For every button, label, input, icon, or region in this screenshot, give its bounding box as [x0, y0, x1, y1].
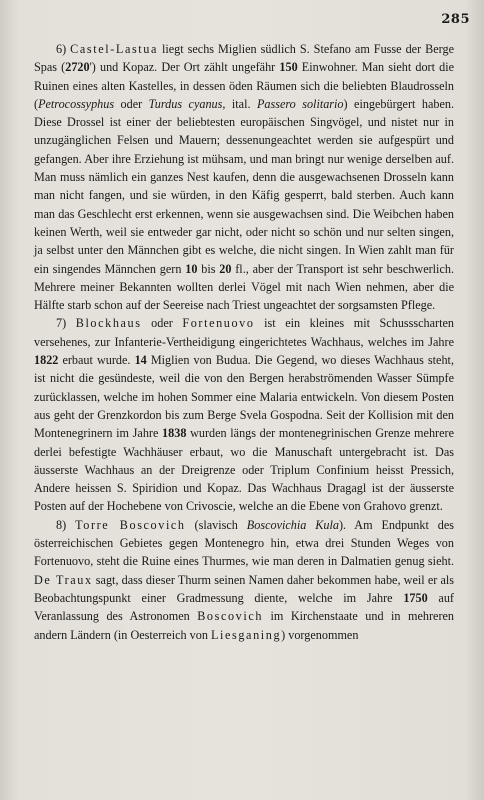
text-run: 1838 — [162, 426, 187, 441]
text-run: 14 — [134, 353, 147, 368]
text-run: ) eingebürgert haben. Diese Drossel ist einer der beliebtesten europäischen Singvögel, und nistet nur in unzugänglichen Felsen und Mauern; dessenungeachtet werden sie aufgespürt und gefangen. Aber ihre Erziehung ist mühsam, und man bringt nur wenige derselben auf. Man muss nämlich ein ganzes Nest kaufen, denn die ausgewachsenen Drosseln kann man nicht fangen, und sie würden, in den Käfig gesperrt, bald sterben. Auch kann man das Geschlecht erst erkennen, wenn sie ausgewachsen sind. Die Weibchen haben keinen Werth, weil sie entweder gar nicht, oder nicht so schön und nur selten singen, ja selbst unter den Männchen gibt es welche, die nicht singen. In Wien zahlt man für ein singendes Männchen gern — [34, 96, 454, 276]
text-run: Turdus cyanus, — [148, 96, 226, 111]
paragraph-heading: Castel-Lastua — [70, 42, 158, 56]
text-run: ) vorgenommen — [281, 627, 359, 642]
text-run: oder — [114, 96, 149, 111]
paragraph-text — [34, 518, 454, 642]
text-run: 1822 — [34, 353, 59, 368]
text-run: 10 — [185, 261, 198, 276]
text-run: 2720 — [65, 60, 90, 75]
text-run: fl., aber der Transport ist sehr beschwerlich. Mehrere meiner Bekannten wollten derlei Vögel mit nach Wien nehmen, aber die Hälfte starb schon auf der Seereise nach Triest ungeachtet der sorgsamsten Pflege. — [34, 261, 454, 313]
text-run: Petrocossyphus — [38, 96, 115, 111]
paragraph-blockhaus — [34, 314, 454, 515]
text-run: liegt sechs Miglien südlich S. Stefano am Fusse der Berge Spas ( — [34, 42, 455, 75]
text-run: ist ein kleines mit Schussscharten versehenes, zur Infanterie-Vertheidigung eingerichtetes Wachhaus, welches im Jahre — [34, 316, 454, 349]
text-run: Boscovichia Kula — [246, 517, 339, 532]
paragraph-number: 7) — [56, 316, 67, 331]
text-run: Fortenuovo — [182, 316, 255, 331]
paragraph-number: 8) — [56, 517, 67, 532]
paragraph-text — [34, 42, 454, 312]
page-number: 285 — [441, 12, 470, 27]
text-run: 1750 — [403, 590, 428, 605]
text-run: (slavisch — [185, 517, 247, 532]
text-run: wurden längs der montenegrinischen Grenze mehrere derlei befestigte Wachhäuser erbaut, wo die Manuschaft untergebracht ist. Das äusserste Wachhaus an der Dreigrenze oder Triplum Confinium heisst Pressich, Andere heissen S. Spiridion und Kopaz. Das Wachhaus Dragagl ist der äusserste Posten auf der Hochebene von Crivoscie, welche an die Ebene von Grahovo grenzt. — [34, 426, 454, 514]
paragraph-text — [34, 316, 454, 513]
text-run: ital. — [225, 96, 257, 111]
paragraph-heading: Torre Boscovich — [75, 517, 186, 532]
text-run: im Kirchenstaate und in mehreren andern Ländern (in Oesterreich von — [34, 609, 455, 642]
paragraph-heading: Blockhaus — [75, 316, 142, 331]
text-run: Einwohner. Man sieht dort die Ruinen eines alten Kastelles, in dessen öden Räumen sich die beliebten Blaudrosseln ( — [34, 60, 455, 111]
text-run: bis — [197, 261, 220, 276]
text-run: sagt, dass dieser Thurm seinen Namen daher bekommen habe, weil er als Beobachtungspunkt einer Gradmessung diente, welche im Jahre — [34, 572, 454, 605]
body-text — [34, 40, 454, 644]
paragraph-torre-boscovich — [34, 516, 454, 644]
paragraph-castel-lastua — [34, 40, 454, 314]
text-run: Miglien von Budua. Die Gegend, wo dieses Wachhaus steht, ist nicht die gesündeste, weil die von den Bergen herabströmenden Wasser Sümpfe zurücklassen, welche im hohen Sommer eine Malaria entwickeln. Von diesem Posten aus geht der Grenzkordon bis zum Berge Svela Gospodna. Seit der Kollision mit den Montenegrinern im Jahre — [34, 353, 454, 441]
text-run: oder — [141, 316, 183, 331]
text-run: erbaut wurde. — [58, 353, 135, 368]
text-run: Boscovich — [197, 609, 264, 624]
text-run: ). Am Endpunkt des österreichischen Gebietes gegen Montenegro hin, etwa drei Stunden Weges von Fortenuovo, steht die Ruine eines Thurmes, wie man deren in Dalmatien genug sieht. — [34, 517, 455, 569]
text-run: 150 — [279, 60, 298, 75]
text-run: De Traux — [34, 572, 93, 587]
text-run: 20 — [219, 261, 232, 276]
text-run: auf Veranlassung des Astronomen — [34, 590, 454, 624]
text-run: Liesganing — [210, 627, 282, 642]
paragraph-number: 6) — [56, 42, 67, 56]
text-run: ') und Kopaz. Der Ort zählt ungefähr — [89, 60, 280, 75]
text-run: Passero solitario — [256, 96, 344, 111]
